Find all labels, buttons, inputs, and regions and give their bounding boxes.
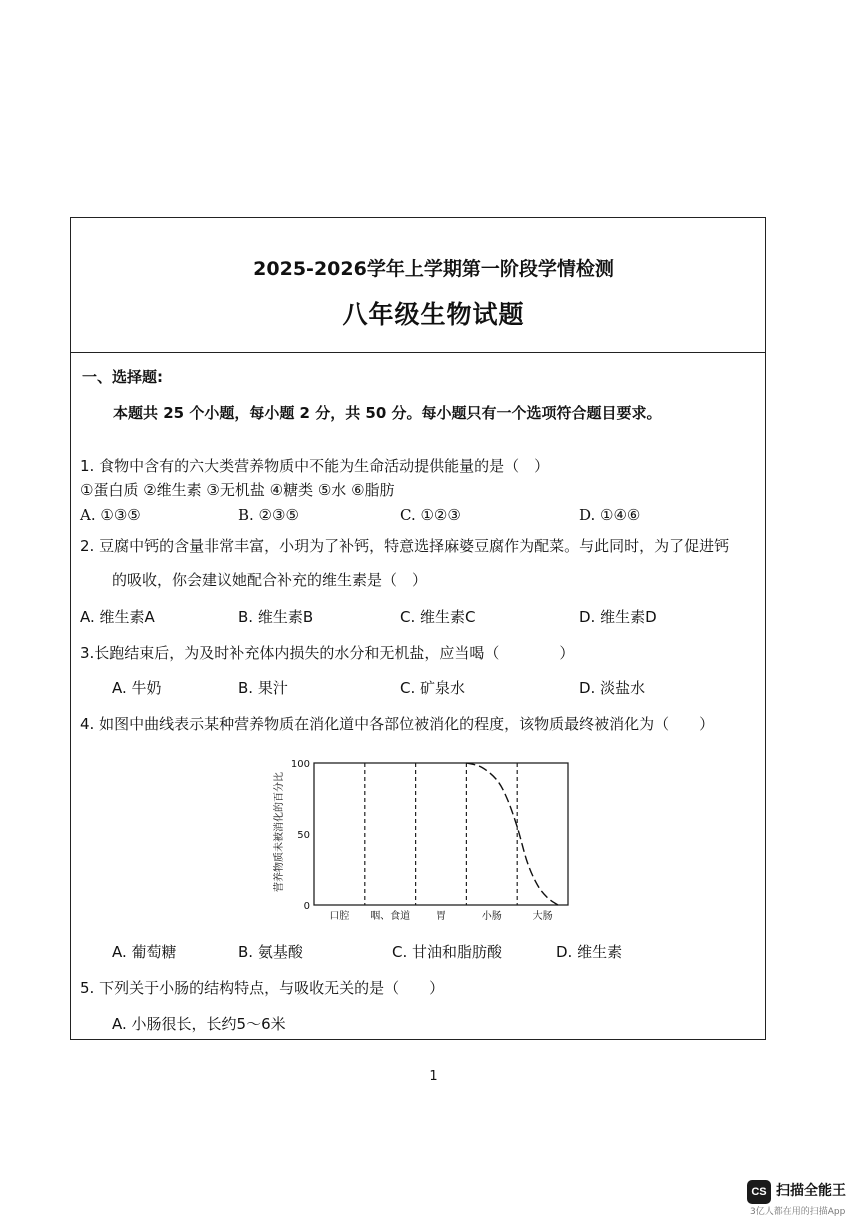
chart-x-label: 小肠 bbox=[481, 911, 502, 922]
digestion-chart bbox=[268, 752, 598, 928]
question-3-stem: 3.长跑结束后，为及时补充体内损失的水分和无机盐，应当喝（ ） bbox=[80, 644, 575, 662]
question-4-option-a: A. 葡萄糖 bbox=[112, 943, 177, 961]
question-5-option-a: A. 小肠很长，长约5～6米 bbox=[112, 1015, 286, 1033]
question-1-items: ①蛋白质 ②维生素 ③无机盐 ④糖类 ⑤水 ⑥脂肪 bbox=[80, 481, 395, 499]
question-5-stem: 5. 下列关于小肠的结构特点，与吸收无关的是（ ） bbox=[80, 979, 445, 997]
chart-x-label: 口腔 bbox=[329, 911, 350, 922]
watermark-app-name: 扫描全能王 bbox=[776, 1183, 846, 1199]
exam-subtitle: 八年级生物试题 bbox=[342, 300, 525, 329]
chart-series-line bbox=[466, 763, 557, 905]
question-1-option-a: A. ①③⑤ bbox=[80, 506, 141, 524]
chart-x-label: 咽、食道 bbox=[370, 911, 411, 922]
question-1-option-c: C. ①②③ bbox=[400, 506, 461, 524]
question-2-option-b: B. 维生素B bbox=[238, 608, 314, 626]
header-divider bbox=[70, 352, 766, 353]
section-instructions: 本题共 25 个小题，每小题 2 分，共 50 分。每小题只有一个选项符合题目要求。 bbox=[113, 404, 662, 422]
chart-plot-border bbox=[314, 763, 568, 905]
question-3-option-d: D. 淡盐水 bbox=[579, 679, 646, 697]
question-2-option-a: A. 维生素A bbox=[80, 608, 155, 626]
question-2-stem-cont: 的吸收，你会建议她配合补充的维生素是（ ） bbox=[112, 571, 428, 589]
question-3-option-c: C. 矿泉水 bbox=[400, 679, 466, 697]
page-number: 1 bbox=[429, 1069, 438, 1084]
question-2-option-d: D. 维生素D bbox=[579, 608, 657, 626]
question-4-option-b: B. 氨基酸 bbox=[238, 943, 303, 961]
question-3-option-a: A. 牛奶 bbox=[112, 679, 162, 697]
watermark-tagline: 3亿人都在用的扫描App bbox=[750, 1207, 846, 1217]
question-2-option-c: C. 维生素C bbox=[400, 608, 476, 626]
question-1-stem: 1. 食物中含有的六大类营养物质中不能为生命活动提供能量的是（ ） bbox=[80, 457, 550, 475]
camscanner-logo-icon: CS bbox=[747, 1180, 771, 1204]
chart-y-tick: 0 bbox=[303, 901, 310, 912]
question-2-stem: 2. 豆腐中钙的含量非常丰富，小玥为了补钙，特意选择麻婆豆腐作为配菜。与此同时，为了促进钙 bbox=[80, 537, 730, 555]
question-4-option-d: D. 维生素 bbox=[556, 943, 623, 961]
section-heading: 一、选择题: bbox=[82, 368, 163, 386]
chart-y-tick: 100 bbox=[290, 759, 310, 770]
chart-x-label: 大肠 bbox=[532, 911, 553, 922]
chart-y-tick: 50 bbox=[297, 830, 310, 841]
chart-x-label: 胃 bbox=[436, 911, 446, 922]
exam-title: 2025-2026学年上学期第一阶段学情检测 bbox=[253, 258, 614, 280]
question-4-stem: 4. 如图中曲线表示某种营养物质在消化道中各部位被消化的程度，该物质最终被消化为（ ） bbox=[80, 715, 715, 733]
question-4-option-c: C. 甘油和脂肪酸 bbox=[392, 943, 503, 961]
question-1-option-d: D. ①④⑥ bbox=[579, 506, 641, 524]
chart-ylabel: 营养物质未被消化的百分比 bbox=[274, 772, 285, 892]
question-3-option-b: B. 果汁 bbox=[238, 679, 288, 697]
question-1-option-b: B. ②③⑤ bbox=[238, 506, 299, 524]
